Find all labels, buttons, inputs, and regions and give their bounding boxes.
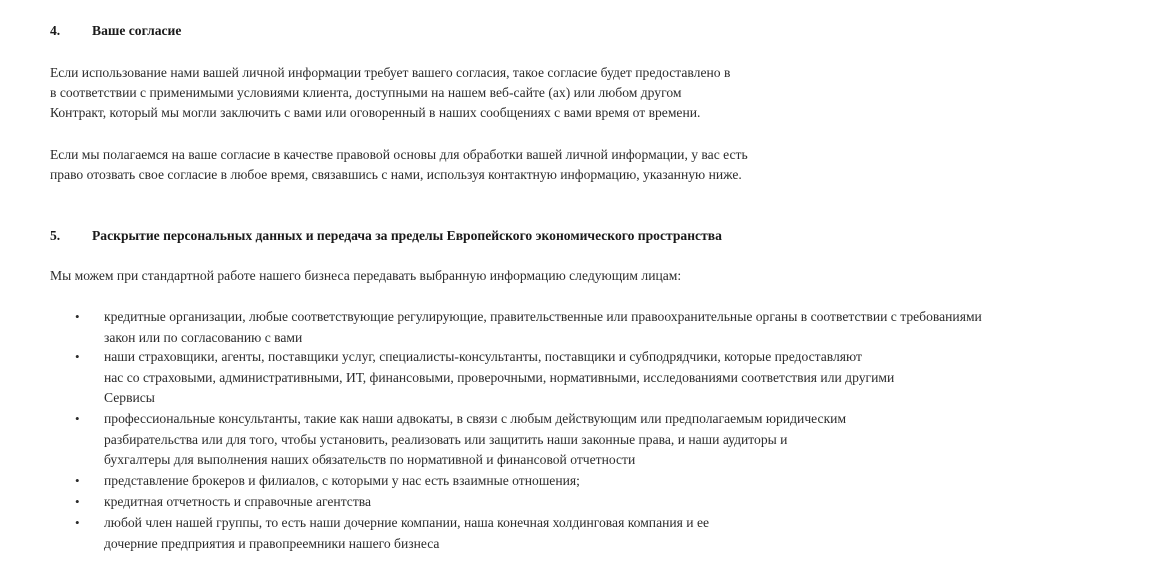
list-item-line: дочерние предприятия и правопреемники нашего бизнеса — [104, 535, 440, 551]
list-item-line: Сервисы — [104, 390, 155, 405]
list-item-text — [104, 409, 846, 471]
section-4-number: 4. — [50, 23, 61, 38]
list-item-line: наши страховщики, агенты, поставщики услуг, специалисты-консультанты, поставщики и субподрядчики, которые предоставляют — [104, 349, 862, 364]
list-item-line: профессиональные консультанты, такие как наши адвокаты, в связи с любым действующим или предполагаемым юридическим — [104, 411, 847, 426]
section-5-number: 5. — [50, 228, 61, 243]
bullet-icon: • — [75, 473, 80, 488]
list-item-line: бухгалтеры для выполнения наших обязательств по нормативной и финансовой отчетности — [104, 452, 636, 467]
paragraph-line: право отозвать свое согласие в любое время, связавшись с нами, используя контактную информацию, указанную ниже. — [50, 167, 742, 182]
paragraph-line: Контракт, который мы могли заключить с вами или оговоренный в наших сообщениях с вами время от времени. — [50, 105, 701, 120]
list-item-text — [104, 471, 580, 492]
list-item-line: закон или по согласованию с вами — [104, 329, 303, 345]
section-4-title: Ваше согласие — [92, 23, 182, 38]
bullet-icon: • — [75, 309, 80, 324]
list-item-line: любой член нашей группы, то есть наши дочерние компании, наша конечная холдинговая компания и ее — [104, 515, 710, 530]
list-item-text — [104, 492, 371, 513]
paragraph-line: в соответствии с применимыми условиями клиента, доступными на нашем веб-сайте (ах) или любом другом — [50, 85, 682, 100]
bullet-icon: • — [75, 349, 80, 364]
paragraph-line: Если мы полагаемся на ваше согласие в качестве правовой основы для обработки вашей личной информации, у вас есть — [50, 147, 748, 162]
bullet-icon: • — [75, 515, 80, 530]
list-item-line: нас со страховыми, административными, ИТ, финансовыми, проверочными, нормативными, исследованиями соответствия или другими — [104, 369, 895, 385]
bullet-icon: • — [75, 411, 80, 426]
list-item-line: разбирательства или для того, чтобы установить, реализовать или защитить наши законные права, и наши аудиторы и — [104, 431, 788, 447]
section-5-intro — [50, 266, 681, 286]
list-item-text — [104, 513, 709, 554]
section-5-title: Раскрытие персональных данных и передача за пределы Европейского экономического пространства — [92, 228, 722, 243]
paragraph-line: Если использование нами вашей личной информации требует вашего согласия, такое согласие будет предоставлено в — [50, 65, 731, 80]
list-item-line: представление брокеров и филиалов, с которыми у нас есть взаимные отношения; — [104, 473, 580, 488]
section-4-paragraph-2 — [50, 145, 748, 185]
list-item-text — [104, 347, 894, 409]
list-item-line: кредитная отчетность и справочные агентства — [104, 494, 372, 509]
paragraph-line: Мы можем при стандартной работе нашего бизнеса передавать выбранную информацию следующим лицам: — [50, 268, 682, 283]
list-item-line: кредитные организации, любые соответствующие регулирующие, правительственные или правоохранительные органы в соответствии с требованиями — [104, 309, 982, 324]
section-4-heading — [50, 22, 181, 40]
bullet-icon: • — [75, 494, 80, 509]
section-4-paragraph-1 — [50, 63, 730, 123]
list-item-text — [104, 307, 982, 348]
section-5-heading — [50, 227, 722, 245]
